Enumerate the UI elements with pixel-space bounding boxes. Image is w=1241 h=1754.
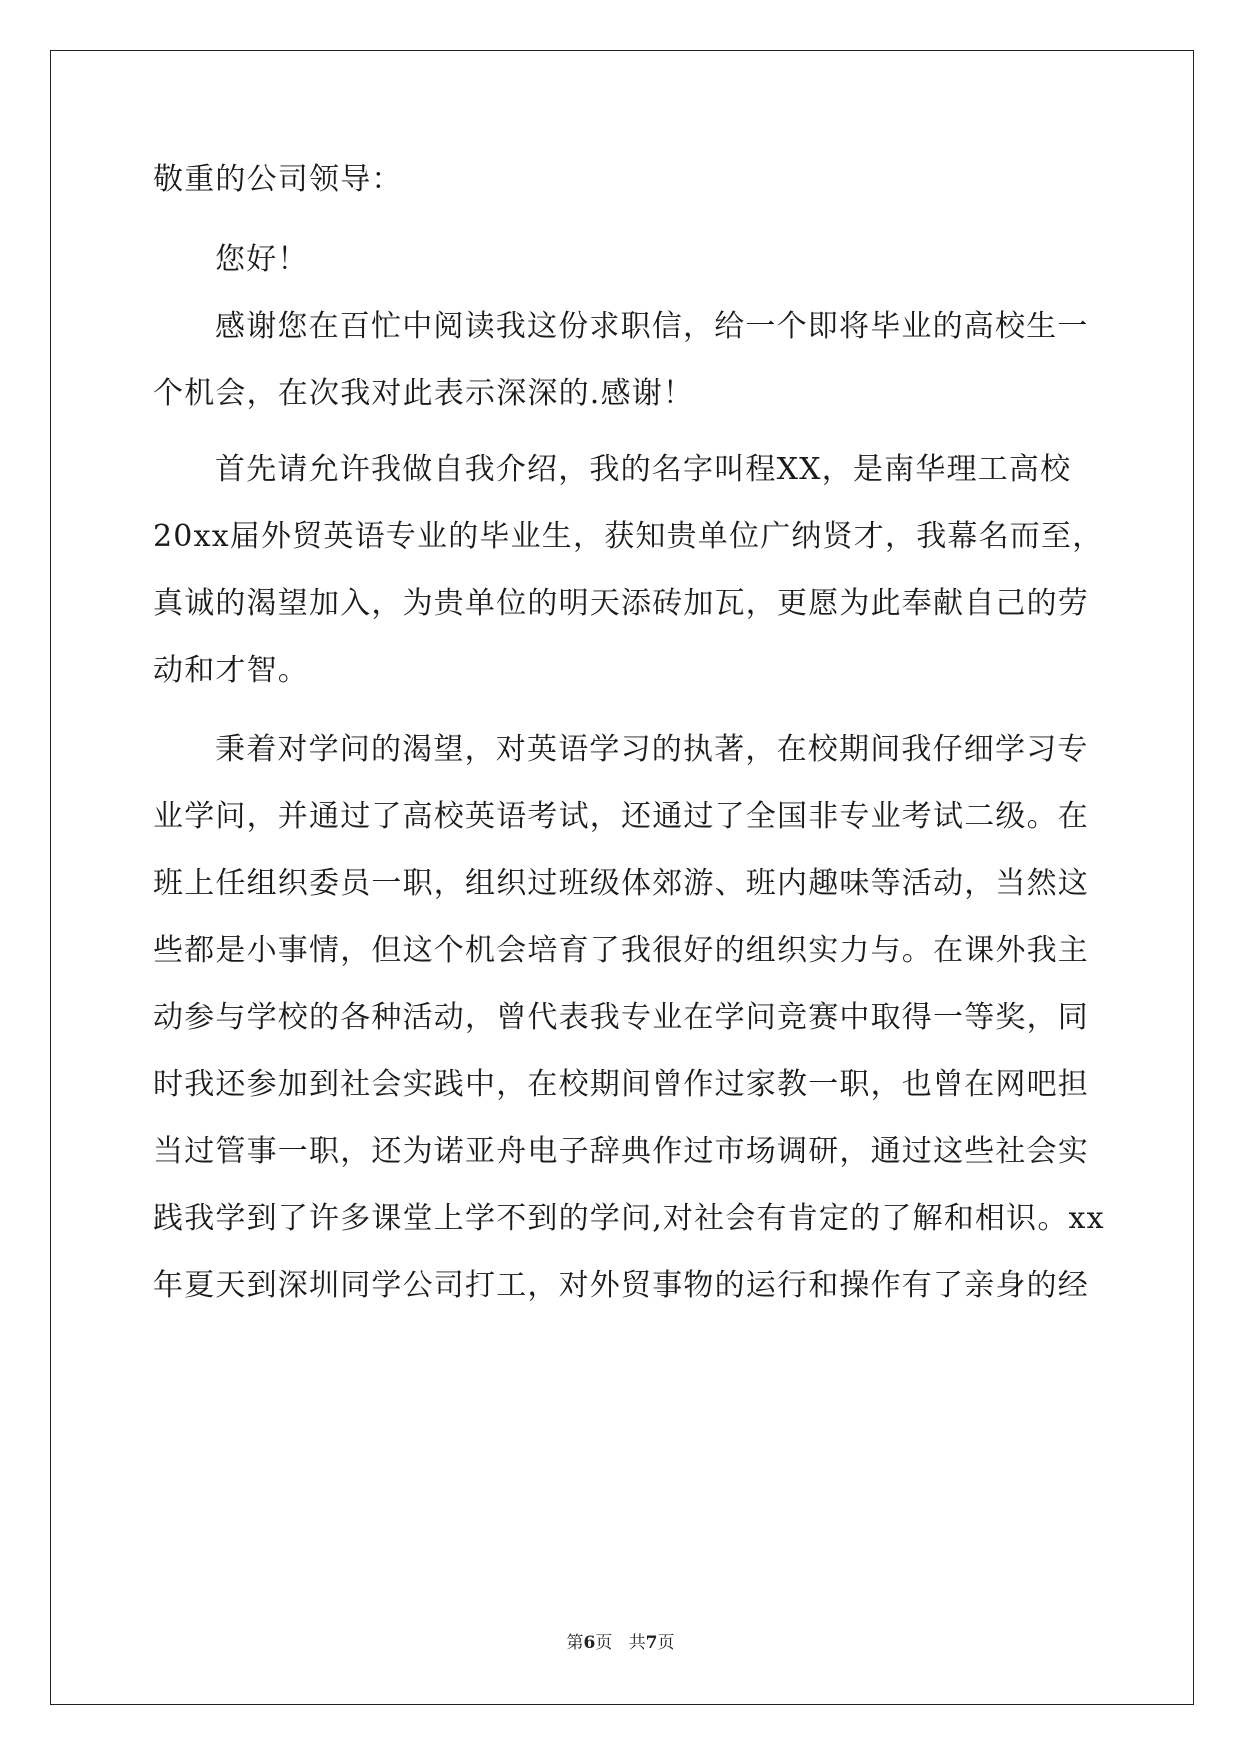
greeting: 您好！ [215, 242, 309, 277]
page-footer [0, 1628, 1241, 1653]
paragraph-line: 20xx届外贸英语专业的毕业生，获知贵单位广纳贤才，我幕名而至， [153, 519, 1104, 554]
salutation: 敬重的公司领导： [153, 162, 403, 197]
paragraph-line: 当过管事一职，还为诺亚舟电子辞典作过市场调研，通过这些社会实 [153, 1134, 1089, 1169]
paragraph-line: 班上任组织委员一职，组织过班级体郊游、班内趣味等活动，当然这 [153, 866, 1089, 901]
footer-page-suffix: 页 [595, 1633, 613, 1653]
paragraph-line: 首先请允许我做自我介绍，我的名字叫程XX，是南华理工高校 [215, 452, 1072, 487]
footer-prefix: 第 [566, 1633, 584, 1653]
paragraph-line: 年夏天到深圳同学公司打工，对外贸事物的运行和操作有了亲身的经 [153, 1268, 1089, 1303]
footer-total-suffix: 页 [657, 1633, 675, 1653]
paragraph-line: 业学问，并通过了高校英语考试，还通过了全国非专业考试二级。在 [153, 799, 1089, 834]
paragraph-line: 动和才智。 [153, 653, 309, 688]
paragraph-line: 秉着对学问的渴望，对英语学习的执著，在校期间我仔细学习专 [215, 732, 1089, 767]
footer-total-prefix: 共 [628, 1633, 646, 1653]
paragraph-line: 动参与学校的各种活动，曾代表我专业在学问竞赛中取得一等奖，同 [153, 1000, 1089, 1035]
paragraph-line: 真诚的渴望加入，为贵单位的明天添砖加瓦，更愿为此奉献自己的劳 [153, 586, 1089, 621]
paragraph-line: 时我还参加到社会实践中，在校期间曾作过家教一职，也曾在网吧担 [153, 1067, 1089, 1102]
paragraph-line: 个机会，在次我对此表示深深的.感谢！ [153, 376, 695, 411]
page-number: 6 [583, 1633, 596, 1653]
paragraph-line: 感谢您在百忙中阅读我这份求职信，给一个即将毕业的高校生一 [215, 309, 1089, 344]
paragraph-line: 些都是小事情，但这个机会培育了我很好的组织实力与。在课外我主 [153, 933, 1089, 968]
paragraph-line: 践我学到了许多课堂上学不到的学问,对社会有肯定的了解和相识。xx [153, 1201, 1105, 1236]
page-total: 7 [645, 1633, 658, 1653]
